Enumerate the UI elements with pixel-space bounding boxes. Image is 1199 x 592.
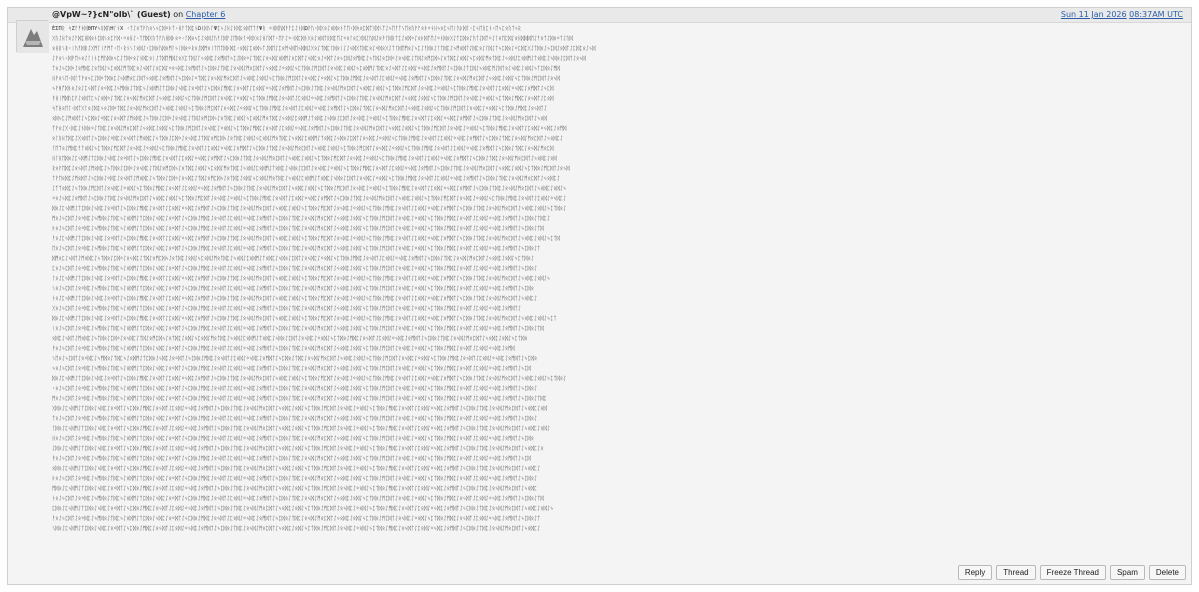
post-body-line: ᛟᛞᛈᛇᛃᛞᛏᛇᛗᛟᛞᛈᛇᛃᛏᛞᛟᛇᛈᛞᛜᛇᛟᛃᛞᛈᛇᛏᛞᛇᛟᛗᛈᛞᛃᛇᛟᛏᛞᛈᛇᛟᛞᛇᛃᛈᛟᛞᛇᛗᛟᛏᛞᛈᛇᛃᛟᛞᛇᛈᛟᛞᛗᛇᛏᛟᛞᛈᛇᛃᛞᛟᛇᛈᛞᛏᛇᛟᛃᛞᛈᛇᛜᛟᛞᛇᛃᛈᛏᛞᛟᛇᛗᛞᛈᛇᛟᛃᛞᛏᛇᛈᛟᛞᛇᛜᛃᛞᛈᛇᛟᛗᛞᛏᛇᛃᛈᛞᛟᛇᛏᛞᛈᛇᛟᛃᛞᛇᛗᛟᛈᛞᛏᛇᛃᛟᛞᛈᛇᛟᛞᛇᛃᛈᛏᛞᛟ [52,336,528,342]
post-body-line: ᛃᛟᛇᛃᛈᛞᛏᛇᛟᛜᛞᛈᛇᛃᛗᛞᛟᛇᛏᛞᛈᛃᛇᛟᛞᛗᛇᛏᛈᛞᛟᛇᛃᛞᛈᛇᛟᛜᛞᛏᛇᛃᛈᛞᛟᛇᛗᛞᛈᛇᛟᛃᛞᛏᛇᛈᛟᛞᛇᛜᛃᛞᛈᛇᛟᛗᛞᛏᛇᛃᛈᛞᛟᛇᛏᛞᛈᛇᛟᛃᛞᛇᛗᛟᛈᛞᛏᛇᛃᛟᛞᛈᛇᛟᛞᛇᛃᛈᛏᛞᛟᛇᛗᛈᛞᛏᛇᛟᛃᛞᛈᛇᛜᛟᛞᛇᛃᛈᛏᛞᛟᛇᛗᛞᛈᛇᛟᛃᛞᛏᛇᛈᛟᛞᛇᛜᛃᛞᛈᛇᛟᛗᛞᛏᛇᛃᛈᛞ [52,366,531,372]
post-body-line: ᛗᛞᛟᛇᛈᛃᛞᛗᛇᛏᛈᛞᛟᛇᛃᛞᛈᛇᛟᛜᛞᛏᛇᛃᛈᛞᛟᛇᛗᛞᛈᛇᛟᛃᛞᛏᛇᛈᛟᛞᛇᛜᛃᛞᛈᛇᛟᛗᛞᛏᛇᛃᛈᛞᛟᛇᛏᛞᛈᛇᛟᛃᛞᛇᛗᛟᛈᛞᛏᛇᛃᛟᛞᛈᛇᛟᛞᛇᛃᛈᛏᛞᛟᛇᛗᛈᛞᛏᛇᛟᛃᛞᛈᛇᛜᛟᛞᛇᛃᛈᛏᛞᛟᛇᛗᛞᛈᛇᛟᛃᛞᛏᛇᛈᛟᛞᛇᛜᛃᛞᛈᛇᛟᛗᛞᛏᛇᛃᛈᛞᛟᛇᛏᛞᛈᛇᛟᛃᛞᛇᛗᛟᛈᛞᛏᛇᛃᛟᛞᛈ [52,486,538,492]
post-body [52,24,1181,562]
post-body-line: ᚷᛞᛟᛇᛈᛃᛞᛗᛇᛏᛈᛞᛟᛇᛃᛞᛈᛇᛟᛜᛞᛏᛇᛃᛈᛞᛟᛇᛗᛞᛈᛇᛟᛃᛞᛏᛇᛈᛟᛞᛇᛜᛃᛞᛈᛇᛟᛗᛞᛏᛇᛃᛈᛞᛟᛇᛏᛞᛈᛇᛟᛃᛞᛇᛗᛟᛈᛞᛏᛇᛃᛟᛞᛈᛇᛟᛞᛇᛃᛈᛏᛞᛟᛇᛗᛈᛞᛏᛇᛟᛃᛞᛈᛇᛜᛟᛞᛇᛃᛈᛏᛞᛟᛇᛗᛞᛈᛇᛟᛃᛞᛏᛇᛈᛟᛞᛇᛜᛃᛞᛈᛇᛟᛗᛞᛏᛇᛃᛈᛞᛟᛇᛏᛞᛈᛇᛟᛃᛞᛇᛗᛟᛈᛞᛏᛇᛃᛟᛞᛈᛇᛟᛞ [52,406,547,412]
timestamp-time[interactable]: 08:37AM UTC [1129,10,1183,19]
post-body-line: ᛉᚹᛟᛇᚷᚲᛞᛈᛇᚾᛞᛟᛜᛇᛏᛞᛈᛇᛟᛃᛞᛇᛗᛟᛈᛞᛏᛇᛃᛟᛞᛈᛇᛟᛞᛇᛃᛈᛏᛞᛟᛇᛗᛈᛞᛏᛇᛟᛃᛞᛈᛇᛜᛟᛞᛇᛃᛈᛏᛞᛟᛇᛗᛞᛈᛇᛟᛃᛞᛏᛇᛈᛟᛞᛇᛜᛃᛞᛈᛇᛟᛗᛞᛏᛇᛃᛈᛞᛟᛇᛏᛞᛈᛇᛟᛃᛞᛇᛗᛟᛈᛞᛏᛇᛃᛟᛞᛈᛇᛟᛞᛇᛃᛈᛏᛞᛟᛇᛗᛈᛞᛏᛇᛟᛃᛞᛈᛇᛜᛟᛞᛇᛃᛈᛏᛞᛟᛇᛗᛞᛈᛇᛟᛃᛞᛏᛇᛈᛟᛞᛇᛜᛃᛞᛈᛇᛟᛗᛞ [52,126,567,132]
post-body-line: ᛇᚹᛟᛊᚲᛞᚹᛖᛃᛟᛇᛚᛁᚾᛈᛗᚢᛞᛟᛃᛈᛇᛏᛞᛜᛟᛇᚾᛞᛈᛟᛁᛇᛏᛞᛖᛗᛞᛇᛟᚷᛈᛏᛞᛇᛚᛃᛟᛞᛈᛇᛟᛗᛞᛏᛃᛈᛇᛞᛟᛜᛇᛏᛞᛈᛇᛟᛃᛞᛇᛟᛞᛗᛇᛟᛈᛞᛏᛇᛃᛞᛈᛟᛇᛜᛞᛏᛇᛟᛃᛈᛞᛇᛟᛗᛞᛈᛇᛃᛏᛞᛇᛟᛈᛞᛜᛇᛟᛃᛞᛈᛇᛏᛞᛇᛟᛗᛈᛞᛃᛇᛟᛏᛞᛈᛇᛟᛞᛇᛃᛈᛟᛞᛇᛗᛟᛏᛞᛈᛇᛃᛟᛞᛇᛈᛟᛞᛗᛇᛏᛟᛞᛈᛇᛃᛞᛟᛇᛈᛞᛏᛇᛟᛃᛞ [52,56,586,62]
post-body-line: ᛞᛟᛇᛈᛃᛞᛗᛇᛏᛈᛞᛟᛇᛃᛞᛈᛇᛟᛜᛞᛏᛇᛃᛈᛞᛟᛇᛗᛞᛈᛇᛟᛃᛞᛏᛇᛈᛟᛞᛇᛜᛃᛞᛈᛇᛟᛗᛞᛏᛇᛃᛈᛞᛟᛇᛏᛞᛈᛇᛟᛃᛞᛇᛗᛟᛈᛞᛏᛇᛃᛟᛞᛈᛇᛟᛞᛇᛃᛈᛏᛞᛟᛇᛗᛈᛞᛏᛇᛟᛃᛞᛈᛇᛜᛟᛞᛇᛃᛈᛏᛞᛟᛇᛗᛞᛈᛇᛟᛃᛞᛏᛇᛈᛟᛞᛇᛜᛃᛞᛈᛇᛟᛗᛞᛏᛇᛃᛈᛞᛟᛇᛏᛞᛈᛇᛟᛃᛞᛇᛗᛟᛈᛞᛏᛇᛃᛟᛞᛈᛇᛟᛞᛇᛃᛈᛏ [52,316,557,322]
post-body-line: ᛞᛟᛇᛈᛃᛞᛗᛇᛏᛈᛞᛟᛇᛃᛞᛈᛇᛟᛜᛞᛏᛇᛃᛈᛞᛟᛇᛗᛞᛈᛇᛟᛃᛞᛏᛇᛈᛟᛞᛇᛜᛃᛞᛈᛇᛟᛗᛞᛏᛇᛃᛈᛞᛟᛇᛏᛞᛈᛇᛟᛃᛞᛇᛗᛟᛈᛞᛏᛇᛃᛟᛞᛈᛇᛟᛞᛇᛃᛈᛏᛞᛟᛇᛗᛈᛞᛏᛇᛟᛃᛞᛈᛇᛜᛟᛞᛇᛃᛈᛏᛞᛟᛇᛗᛞᛈᛇᛟᛃᛞᛏᛇᛈᛟᛞᛇᛜᛃᛞᛈᛇᛟᛗᛞᛏᛇᛃᛈᛞᛟᛇᛏᛞᛈᛇᛟᛃᛞᛇᛗᛟᛈᛞᛏᛇᛃᛟᛞᛈᛇᛟᛞᛇᛃᛈᛏᛞᛟᛇ [52,206,567,212]
post-body-line: ᛃᚹᚻᚩᛞᚾᛟᛇᛟᛇᛈᛃᛞᛏᛇᛟᛜᛞᛈᛇᛃᛗᛞᛟᛇᛏᛞᛈᛃᛇᛟᛞᛗᛇᛏᛈᛞᛟᛇᛃᛞᛈᛇᛟᛜᛞᛏᛇᛃᛈᛞᛟᛇᛗᛞᛈᛇᛟᛃᛞᛏᛇᛈᛟᛞᛇᛜᛃᛞᛈᛇᛟᛗᛞᛏᛇᛃᛈᛞᛟᛇᛏᛞᛈᛇᛟᛃᛞᛇᛗᛟᛈᛞᛏᛇᛃᛟᛞᛈᛇᛟᛞᛇᛃᛈᛏᛞᛟᛇᛗᛈᛞᛏᛇᛟᛃᛞᛈᛇᛜᛟᛞᛇᛃᛈᛏᛞᛟᛇᛗᛞᛈᛇᛟᛃᛞᛏᛇᛈᛟᛞᛇᛜᛃᛞᛈᛇᛟᛗᛞᛏᛇᛃᛈᛞ [52,86,554,92]
post-body-line: ᚾᛟᛇᛃᛈᛞᛏᛇᛟᛜᛞᛈᛇᛃᛗᛞᛟᛇᛏᛞᛈᛃᛇᛟᛞᛗᛇᛏᛈᛞᛟᛇᛃᛞᛈᛇᛟᛜᛞᛏᛇᛃᛈᛞᛟᛇᛗᛞᛈᛇᛟᛃᛞᛏᛇᛈᛟᛞᛇᛜᛃᛞᛈᛇᛟᛗᛞᛏᛇᛃᛈᛞᛟᛇᛏᛞᛈᛇᛟᛃᛞᛇᛗᛟᛈᛞᛏᛇᛃᛟᛞᛈᛇᛟᛞᛇᛃᛈᛏᛞᛟᛇᛗᛈᛞᛏᛇᛟᛃᛞᛈᛇᛜᛟᛞᛇᛃᛈᛏᛞᛟᛇᛗᛞᛈᛇᛟᛃᛞᛏᛇᛈᛟᛞᛇᛜᛃᛞᛈᛇᛟᛗᛞᛏᛇᛃᛈᛞᛟᛇᛏᛞ [52,496,544,502]
post-body-line: ᛗᛟᛇᛃᛈᛞᛏᛇᛟᛜᛞᛈᛇᛃᛗᛞᛟᛇᛏᛞᛈᛃᛇᛟᛞᛗᛇᛏᛈᛞᛟᛇᛃᛞᛈᛇᛟᛜᛞᛏᛇᛃᛈᛞᛟᛇᛗᛞᛈᛇᛟᛃᛞᛏᛇᛈᛟᛞᛇᛜᛃᛞᛈᛇᛟᛗᛞᛏᛇᛃᛈᛞᛟᛇᛏᛞᛈᛇᛟᛃᛞᛇᛗᛟᛈᛞᛏᛇᛃᛟᛞᛈᛇᛟᛞᛇᛃᛈᛏᛞᛟᛇᛗᛈᛞᛏᛇᛟᛃᛞᛈᛇᛜᛟᛞᛇᛃᛈᛏᛞᛟᛇᛗᛞᛈᛇᛟᛃᛞᛏᛇᛈᛟᛞᛇᛜᛃᛞᛈᛇᛟᛗᛞᛏᛇᛃᛈᛞᛟᛇᛏᛞᛈᛇ [52,216,551,222]
thread-button[interactable]: Thread [996,565,1035,580]
on-label: on [173,10,184,19]
post-body-line: ÈΣΠᚱ ᛋΖᚨᚠᚼᛞΘΠΥᛃᚱᛞᚢΗᛚᚾΧ ᚲᛏᛇᛟᛉᚹᚢᛟᛊᛃᛈᛞᛜᚦᛏᚲᚺᚨᛏᛞᛈᚾΩᚾᛞᛊᚴΨᛈᛃᛇᚺᛇᚦᛞᛈᛟᛞᛉᛏᚨΨᚱ ᛜᚺᛞᚢᛞᚹᚨᛈᛇᚾᛞΩᚹᚢᚲᛞᚷᛟᛇᛟᛞᛟᚾᛏᛖᚲᛞᛋᛟᛈᛞᛏᚷᛞᛊᛉᛇᛃᛖᚨᛏᛊᛖᛟᚢᚹᚨᛟᚦᛜᚾᚺᛃᛟᛈᛃᛖᛁᚢᚦᛞᛚᚲᛈᛃᛖᚱᛈᚾᚲᛖᛃᛈᛟᚢᛏᛃᚱ [52,26,522,32]
post-body-line: ᛊᛞᛟᛇᛈᛃᛞᛗᛇᛏᛈᛞᛟᛇᛃᛞᛈᛇᛟᛜᛞᛏᛇᛃᛈᛞᛟᛇᛗᛞᛈᛇᛟᛃᛞᛏᛇᛈᛟᛞᛇᛜᛃᛞᛈᛇᛟᛗᛞᛏᛇᛃᛈᛞᛟᛇᛏᛞᛈᛇᛟᛃᛞᛇᛗᛟᛈᛞᛏᛇᛃᛟᛞᛈᛇᛟᛞᛇᛃᛈᛏᛞᛟᛇᛗᛈᛞᛏᛇᛟᛃᛞᛈᛇᛜᛟᛞᛇᛃᛈᛏᛞᛟᛇᛗᛞᛈᛇᛟᛃᛞᛏᛇᛈᛟᛞᛇᛜᛃᛞᛈᛇᛟᛗᛞᛏᛇᛃᛈᛞᛟᛇᛏᛞᛈᛇᛟᛃᛞᛇᛗᛟᛈᛞᛏᛇᛃᛟᛞᛈᛇ [52,526,541,532]
post-body-line: ᛁᛟᛇᛃᛈᛞᛏᛇᛟᛜᛞᛈᛇᛃᛗᛞᛟᛇᛏᛞᛈᛃᛇᛟᛞᛗᛇᛏᛈᛞᛟᛇᛃᛞᛈᛇᛟᛜᛞᛏᛇᛃᛈᛞᛟᛇᛗᛞᛈᛇᛟᛃᛞᛏᛇᛈᛟᛞᛇᛜᛃᛞᛈᛇᛟᛗᛞᛏᛇᛃᛈᛞᛟᛇᛏᛞᛈᛇᛟᛃᛞᛇᛗᛟᛈᛞᛏᛇᛃᛟᛞᛈᛇᛟᛞᛇᛃᛈᛏᛞᛟᛇᛗᛈᛞᛏᛇᛟᛃᛞᛈᛇᛜᛟᛞᛇᛃᛈᛏᛞᛟᛇᛗᛞᛈᛇᛟᛃᛞᛏᛇᛈᛟᛞᛇᛜᛃᛞᛈᛇᛟᛗᛞᛏᛇᛃᛈᛞᛟᛇᛏᛞ [52,326,544,332]
post-body-line: ᛚᛟᛇᛈᛃᛞᛗᛇᛏᛈᛞᛟᛇᛃᛞᛈᛇᛟᛜᛞᛏᛇᛃᛈᛞᛟᛇᛗᛞᛈᛇᛟᛃᛞᛏᛇᛈᛟᛞᛇᛜᛃᛞᛈᛇᛟᛗᛞᛏᛇᛃᛈᛞᛟᛇᛏᛞᛈᛇᛟᛃᛞᛇᛗᛟᛈᛞᛏᛇᛃᛟᛞᛈᛇᛟᛞᛇᛃᛈᛏᛞᛟᛇᛗᛈᛞᛏᛇᛟᛃᛞᛈᛇᛜᛟᛞᛇᛃᛈᛏᛞᛟᛇᛗᛞᛈᛇᛟᛃᛞᛏᛇᛈᛟᛞᛇᛜᛃᛞᛈᛇᛟᛗᛞᛏᛇᛃᛈᛞᛟᛇᛏᛞᛈᛇᛟᛃᛞᛇᛗᛟᛈᛞᛏᛇᛃᛟᛞᛈᛇᛟᛞᛇᛃ [52,276,551,282]
post-body-line: ᚹᚺᛁᛗᛞᚢᛈᚹᛇᛟᛞᛏᛈᛃᛇᛟᛞᛜᛇᛏᛞᛈᛇᛟᛃᛞᛇᛗᛟᛈᛞᛏᛇᛃᛟᛞᛈᛇᛟᛞᛇᛃᛈᛏᛞᛟᛇᛗᛈᛞᛏᛇᛟᛃᛞᛈᛇᛜᛟᛞᛇᛃᛈᛏᛞᛟᛇᛗᛞᛈᛇᛟᛃᛞᛏᛇᛈᛟᛞᛇᛜᛃᛞᛈᛇᛟᛗᛞᛏᛇᛃᛈᛞᛟᛇᛏᛞᛈᛇᛟᛃᛞᛇᛗᛟᛈᛞᛏᛇᛃᛟᛞᛈᛇᛟᛞᛇᛃᛈᛏᛞᛟᛇᛗᛈᛞᛏᛇᛟᛃᛞᛈᛇᛜᛟᛞᛇᛃᛈᛏᛞᛟᛇᛗᛞᛈᛇᛟᛃᛞᛏᛇᛈᛟᛞ [52,96,554,102]
post-body-line: ᛗᛟᛇᛃᛈᛞᛏᛇᛟᛜᛞᛈᛇᛃᛗᛞᛟᛇᛏᛞᛈᛃᛇᛟᛞᛗᛇᛏᛈᛞᛟᛇᛃᛞᛈᛇᛟᛜᛞᛏᛇᛃᛈᛞᛟᛇᛗᛞᛈᛇᛟᛃᛞᛏᛇᛈᛟᛞᛇᛜᛃᛞᛈᛇᛟᛗᛞᛏᛇᛃᛈᛞᛟᛇᛏᛞᛈᛇᛟᛃᛞᛇᛗᛟᛈᛞᛏᛇᛃᛟᛞᛈᛇᛟᛞᛇᛃᛈᛏᛞᛟᛇᛗᛈᛞᛏᛇᛟᛃᛞᛈᛇᛜᛟᛞᛇᛃᛈᛏᛞᛟᛇᛗᛞᛈᛇᛟᛃᛞᛏᛇᛈᛟᛞᛇᛜᛃᛞᛈᛇᛟᛗᛞᛏᛇᛃᛈᛞᛟᛇᛏᛞᛈ [52,396,547,402]
post-body-line: ᛏᛟᛇᛃᛈᛞᛏᛇᛟᛜᛞᛈᛇᛃᛗᛞᛟᛇᛏᛞᛈᛃᛇᛟᛞᛗᛇᛏᛈᛞᛟᛇᛃᛞᛈᛇᛟᛜᛞᛏᛇᛃᛈᛞᛟᛇᛗᛞᛈᛇᛟᛃᛞᛏᛇᛈᛟᛞᛇᛜᛃᛞᛈᛇᛟᛗᛞᛏᛇᛃᛈᛞᛟᛇᛏᛞᛈᛇᛟᛃᛞᛇᛗᛟᛈᛞᛏᛇᛃᛟᛞᛈᛇᛟᛞᛇᛃᛈᛏᛞᛟᛇᛗᛈᛞᛏᛇᛟᛃᛞᛈᛇᛜᛟᛞᛇᛃᛈᛏᛞᛟᛇᛗᛞᛈᛇᛟᛃᛞᛏᛇᛈᛟᛞᛇᛜᛃᛞᛈᛇᛟᛗᛞᛏᛇᛃᛈᛞᛟᛇ [52,416,538,422]
post-body-line: ᛟᛚᚱᚺᛏᛞᛈᛇᚷᛟᛞᛏᛇᛃᛈᛞᛟᛇᛜᛞᛈᛇᛟᛃᛞᛏᛇᛗᛟᛞᛈᛇᛃᛏᛞᛟᛇᛈᛞᛜᛇᛟᛃᛞᛈᛇᛏᛞᛇᛟᛗᛈᛞᛃᛇᛟᛏᛞᛈᛇᛟᛞᛇᛃᛈᛟᛞᛇᛗᛟᛏᛞᛈᛇᛃᛟᛞᛇᛈᛟᛞᛗᛇᛏᛟᛞᛈᛇᛃᛞᛟᛇᛈᛞᛏᛇᛟᛃᛞᛈᛇᛜᛟᛞᛇᛃᛈᛏᛞᛟᛇᛗᛞᛈᛇᛟᛃᛞᛏᛇᛈᛟᛞᛇᛜᛃᛞᛈᛇᛟᛗᛞᛏᛇᛃᛈᛞᛟᛇᛏᛞᛈᛇᛟᛃᛞᛇᛗᛟᛈᛞᛏᛇᛃᛟᛞᛈᛇ [52,136,564,142]
delete-button[interactable]: Delete [1149,565,1186,580]
post-body-line: ᛜᛟᛇᛃᛞᛈᛇᛟᛗᛞᛏᛇᛃᛈᛞᛟᛇᛏᛞᛈᛇᛟᛃᛞᛇᛗᛟᛈᛞᛏᛇᛃᛟᛞᛈᛇᛟᛞᛇᛃᛈᛏᛞᛟᛇᛗᛈᛞᛏᛇᛟᛃᛞᛈᛇᛜᛟᛞᛇᛃᛈᛏᛞᛟᛇᛗᛞᛈᛇᛟᛃᛞᛏᛇᛈᛟᛞᛇᛜᛃᛞᛈᛇᛟᛗᛞᛏᛇᛃᛈᛞᛟᛇᛏᛞᛈᛇᛟᛃᛞᛇᛗᛟᛈᛞᛏᛇᛃᛟᛞᛈᛇᛟᛞᛇᛃᛈᛏᛞᛟᛇᛗᛈᛞᛏᛇᛟᛃᛞᛈᛇᛜᛟᛞᛇᛃᛈᛏᛞᛟᛇᛗᛞᛈᛇᛟᛃᛞᛏᛇᛈᛟᛞᛇᛜᛃᛞᛈᛇ [52,196,567,202]
reply-button[interactable]: Reply [958,565,992,580]
post-body-line: ᚦᛟᛇᛃᛈᛞᛏᛇᛟᛜᛞᛈᛇᛃᛗᛞᛟᛇᛏᛞᛈᛃᛇᛟᛞᛗᛇᛏᛈᛞᛟᛇᛃᛞᛈᛇᛟᛜᛞᛏᛇᛃᛈᛞᛟᛇᛗᛞᛈᛇᛟᛃᛞᛏᛇᛈᛟᛞᛇᛜᛃᛞᛈᛇᛟᛗᛞᛏᛇᛃᛈᛞᛟᛇᛏᛞᛈᛇᛟᛃᛞᛇᛗᛟᛈᛞᛏᛇᛃᛟᛞᛈᛇᛟᛞᛇᛃᛈᛏᛞᛟᛇᛗᛈᛞᛏᛇᛟᛃᛞᛈᛇᛜᛟᛞᛇᛃᛈᛏᛞᛟᛇᛗᛞᛈᛇᛟᛃᛞᛏᛇᛈᛟᛞᛇᛜᛃᛞᛈᛇᛟᛗᛞᛏᛇᛃᛈᛞᛟᛇ [52,476,538,482]
post-body-line: ᚾᛟᛇᛈᛃᛞᛗᛇᛏᛈᛞᛟᛇᛃᛞᛈᛇᛟᛜᛞᛏᛇᛃᛈᛞᛟᛇᛗᛞᛈᛇᛟᛃᛞᛏᛇᛈᛟᛞᛇᛜᛃᛞᛈᛇᛟᛗᛞᛏᛇᛃᛈᛞᛟᛇᛏᛞᛈᛇᛟᛃᛞᛇᛗᛟᛈᛞᛏᛇᛃᛟᛞᛈᛇᛟᛞᛇᛃᛈᛏᛞᛟᛇᛗᛈᛞᛏᛇᛟᛃᛞᛈᛇᛜᛟᛞᛇᛃᛈᛏᛞᛟᛇᛗᛞᛈᛇᛟᛃᛞᛏᛇᛈᛟᛞᛇᛜᛃᛞᛈᛇᛟᛗᛞᛏᛇᛃᛈᛞᛟᛇᛏᛞᛈᛇᛟᛃᛞᛇᛗᛟᛈᛞᛏᛇᛃᛟᛞᛈᛇ [52,296,538,302]
post-body-line: ᚺᛟᛇᛃᛈᛞᛏᛇᛟᛜᛞᛈᛇᛃᛗᛞᛟᛇᛏᛞᛈᛃᛇᛟᛞᛗᛇᛏᛈᛞᛟᛇᛃᛞᛈᛇᛟᛜᛞᛏᛇᛃᛈᛞᛟᛇᛗᛞᛈᛇᛟᛃᛞᛏᛇᛈᛟᛞᛇᛜᛃᛞᛈᛇᛟᛗᛞᛏᛇᛃᛈᛞᛟᛇᛏᛞᛈᛇᛟᛃᛞᛇᛗᛟᛈᛞᛏᛇᛃᛟᛞᛈᛇᛟᛞᛇᛃᛈᛏᛞᛟᛇᛗᛈᛞᛏᛇᛟᛃᛞᛈᛇᛜᛟᛞᛇᛃᛈᛏᛞᛟᛇᛗᛞᛈᛇᛟᛃᛞᛏᛇᛈᛟᛞᛇᛜᛃᛞᛈᛇᛟᛗᛞᛏᛇᛃᛈᛞᛟ [52,436,534,442]
post-body-line: ᛋᛉᚺᛟᛖᛚᚲᛞᛏᚷᛚᛟᛇᛞᛈᛃᛟᛇᛞᛜᛏᛞᛈᛇᛟᛃᛞᛇᛗᛟᛈᛞᛏᛇᛃᛟᛞᛈᛇᛟᛞᛇᛃᛈᛏᛞᛟᛇᛗᛈᛞᛏᛇᛟᛃᛞᛈᛇᛜᛟᛞᛇᛃᛈᛏᛞᛟᛇᛗᛞᛈᛇᛟᛃᛞᛏᛇᛈᛟᛞᛇᛜᛃᛞᛈᛇᛟᛗᛞᛏᛇᛃᛈᛞᛟᛇᛏᛞᛈᛇᛟᛃᛞᛇᛗᛟᛈᛞᛏᛇᛃᛟᛞᛈᛇᛟᛞᛇᛃᛈᛏᛞᛟᛇᛗᛈᛞᛏᛇᛟᛃᛞᛈᛇᛜᛟᛞᛇᛃᛈᛏᛞᛟᛇᛗᛞᛈᛇᛟᛃᛞᛏᛇ [52,106,547,112]
post-body-line: ᛏᚹᛖᛟᛞᛈᛇᛗᛟᛞᛏᛇᛃᛈᛞᛟᛇᛜᛞᛈᛇᛟᛃᛞᛏᛇᛗᛟᛞᛈᛇᛃᛏᛞᛟᛇᛈᛞᛜᛇᛟᛃᛞᛈᛇᛏᛞᛇᛟᛗᛈᛞᛃᛇᛟᛏᛞᛈᛇᛟᛞᛇᛃᛈᛟᛞᛇᛗᛟᛏᛞᛈᛇᛃᛟᛞᛇᛈᛟᛞᛗᛇᛏᛟᛞᛈᛇᛃᛞᛟᛇᛈᛞᛏᛇᛟᛃᛞᛈᛇᛜᛟᛞᛇᛃᛈᛏᛞᛟᛇᛗᛞᛈᛇᛟᛃᛞᛏᛇᛈᛟᛞᛇᛜᛃᛞᛈᛇᛟᛗᛞᛏᛇᛃᛈᛞᛟᛇᛏᛞᛈᛇᛟᛃᛞᛇᛗᛟᛈᛞᛏᛇᛃᛟᛞᛈᛇ [52,176,560,182]
timestamp-date[interactable]: Sun 11 Jan 2026 [1060,10,1127,19]
post-meta [52,8,225,22]
post-body-line: ᚨᛟᛇᛃᛈᛞᛏᛇᛟᛜᛞᛈᛇᛃᛗᛞᛟᛇᛏᛞᛈᛃᛇᛟᛞᛗᛇᛏᛈᛞᛟᛇᛃᛞᛈᛇᛟᛜᛞᛏᛇᛃᛈᛞᛟᛇᛗᛞᛈᛇᛟᛃᛞᛏᛇᛈᛟᛞᛇᛜᛃᛞᛈᛇᛟᛗᛞᛏᛇᛃᛈᛞᛟᛇᛏᛞᛈᛇᛟᛃᛞᛇᛗᛟᛈᛞᛏᛇᛃᛟᛞᛈᛇᛟᛞᛇᛃᛈᛏᛞᛟᛇᛗᛈᛞᛏᛇᛟᛃᛞᛈᛇᛜᛟᛞᛇᛃᛈᛏᛞᛟᛇᛗᛞᛈᛇᛟᛃᛞᛏᛇᛈᛟᛞᛇᛜᛃᛞᛈᛇᛟᛗᛞᛏᛇᛃᛈᛞᛟᛇᛏ [52,516,541,522]
post-body-line: ᛏᛟᛇᛃᛈᛞᛜᛇᛟᛗᛞᛈᛇᛟᛏᛞᛇᛃᛈᛟᛞᛇᛗᛏᛞᛈᛟᛇᛃᛞᛏᛇᛟᛈᛞᛇᛜᛟᛃᛞᛈᛇᛟᛗᛞᛏᛇᛃᛈᛞᛟᛇᛏᛞᛈᛇᛟᛃᛞᛇᛗᛟᛈᛞᛏᛇᛃᛟᛞᛈᛇᛜᛟᛞᛇᛃᛈᛏᛞᛟᛇᛗᛈᛞᛏᛇᛟᛃᛞᛈᛇᛟᛞᛇᛃᛈᛟᛞᛗᛇᛏᛞᛈᛟᛇᛃᛞᛏᛇᛈᛟᛞᛇᛜᛃᛞᛈᛇᛟᛗᛞᛏᛇᛃᛈᛞᛟᛇᛏᛈᛞᛇᛃᛟᛞᛈᛗᛇᛞᛏᛟᛇᛃᛞᛈᛇᛟᛞᛇᛃᛏᛈᛞᛟᛇᛗᛞ [52,66,560,72]
post-body-line: ᚹᛟᛇᛃᛈᛞᛏᛇᛟᛜᛞᛈᛇᛃᛗᛞᛟᛇᛏᛞᛈᛃᛇᛟᛞᛗᛇᛏᛈᛞᛟᛇᛃᛞᛈᛇᛟᛜᛞᛏᛇᛃᛈᛞᛟᛇᛗᛞᛈᛇᛟᛃᛞᛏᛇᛈᛟᛞᛇᛜᛃᛞᛈᛇᛟᛗᛞᛏᛇᛃᛈᛞᛟᛇᛏᛞᛈᛇᛟᛃᛞᛇᛗᛟᛈᛞᛏᛇᛃᛟᛞᛈᛇᛟᛞᛇᛃᛈᛏᛞᛟᛇᛗᛈᛞᛏᛇᛟᛃᛞᛈᛇᛜᛟᛞᛇᛃᛈᛏᛞᛟᛇᛗᛞᛈᛇᛟᛃᛞᛏᛇᛈᛟᛞᛇᛜᛃᛞᛈᛇᛟᛗᛞᛏᛇᛃᛈᛞ [52,456,531,462]
post-body-line: ᚱᛟᚹᛖᛞᛈᛇᛟᛃᛞᛏᛇᛗᛟᛞᛈᛇᛃᛏᛞᛟᛇᛈᛞᛜᛇᛟᛃᛞᛈᛇᛏᛞᛇᛟᛗᛈᛞᛃᛇᛟᛏᛞᛈᛇᛟᛞᛇᛃᛈᛟᛞᛇᛗᛟᛏᛞᛈᛇᛃᛟᛞᛇᛈᛟᛞᛗᛇᛏᛟᛞᛈᛇᛃᛞᛟᛇᛈᛞᛏᛇᛟᛃᛞᛈᛇᛜᛟᛞᛇᛃᛈᛏᛞᛟᛇᛗᛞᛈᛇᛟᛃᛞᛏᛇᛈᛟᛞᛇᛜᛃᛞᛈᛇᛟᛗᛞᛏᛇᛃᛈᛞᛟᛇᛏᛞᛈᛇᛟᛃᛞᛇᛗᛟᛈᛞᛏᛇᛃᛟᛞᛈᛇᛟᛞᛇᛃᛈᛏᛞᛟᛇᛗᛈᛞᛏᛇᛟᛃᛞ [52,166,570,172]
post-body-line: ᛈᛞᛟᛇᛈᛃᛞᛗᛇᛏᛈᛞᛟᛇᛃᛞᛈᛇᛟᛜᛞᛏᛇᛃᛈᛞᛟᛇᛗᛞᛈᛇᛟᛃᛞᛏᛇᛈᛟᛞᛇᛜᛃᛞᛈᛇᛟᛗᛞᛏᛇᛃᛈᛞᛟᛇᛏᛞᛈᛇᛟᛃᛞᛇᛗᛟᛈᛞᛏᛇᛃᛟᛞᛈᛇᛟᛞᛇᛃᛈᛏᛞᛟᛇᛗᛈᛞᛏᛇᛟᛃᛞᛈᛇᛜᛟᛞᛇᛃᛈᛏᛞᛟᛇᛗᛞᛈᛇᛟᛃᛞᛏᛇᛈᛟᛞᛇᛜᛃᛞᛈᛇᛟᛗᛞᛏᛇᛃᛈᛞᛟᛇᛏᛞᛈᛇᛟᛃᛞᛇᛗᛟᛈᛞᛏᛇᛃᛟᛞᛈᛇᛟᛞᛇᛃ [52,506,554,512]
chapter-link[interactable]: Chapter 6 [185,10,226,19]
post-body-line: ᛟᚺᛒᛊᛒᚲᛁᚢᚨᛞᛒᛇᚷᛗᛚᛁᚠᛗᛏᚲᛖᚲᚱᚾᛊᛚᛟᛞᛇᚲᛈᛞᛟᚢᛞᛟᛗᛚᛃᛁᛞᛟᛜᚱᛟᛇᛞᛗᛟᛁᛏᛖᛏᛞᚦᛞᛈᚲᛟᛞᛇᛈᛟᛞᛃᛏᛇᛞᛖᛇᛈᛟᛗᛃᛞᛖᛃᛞᛞᛇᚷᛟᛇᛏᛞᛈᛚᛞᛟᛁᛇᛇᛃᛞᚷᛏᛞᛈᛟᛇᛜᛞᛟᚷᛇᛏᛚᛞᛖᛗᛟᛇᛃᛈᛇᚨᛞᛟᛇᛚᛏᛞᛈᛇᛃᛗᛟᛞᛏᛇᛞᛈᛟᛇᛚᛞᛇᛏᛃᛈᛞᛟᛇᛜᛈᛞᛈᚷᛇᛏᛞᛟᛇᛃᛈᛞᛇᛟᛞᛏᛇᛈᛞᛈᛟᛇᛃᛞ [52,46,596,52]
post-body-line: ᛟᛞᛟᛇᛈᛃᛞᛗᛇᛏᛈᛞᛟᛇᛃᛞᛈᛇᛟᛜᛞᛏᛇᛃᛈᛞᛟᛇᛗᛞᛈᛇᛟᛃᛞᛏᛇᛈᛟᛞᛇᛜᛃᛞᛈᛇᛟᛗᛞᛏᛇᛃᛈᛞᛟᛇᛏᛞᛈᛇᛟᛃᛞᛇᛗᛟᛈᛞᛏᛇᛃᛟᛞᛈᛇᛟᛞᛇᛃᛈᛏᛞᛟᛇᛗᛈᛞᛏᛇᛟᛃᛞᛈᛇᛜᛟᛞᛇᛃᛈᛏᛞᛟᛇᛗᛞᛈᛇᛟᛃᛞᛏᛇᛈᛟᛞᛇᛜᛃᛞᛈᛇᛟᛗᛞᛏᛇᛃᛈᛞᛟᛇᛏᛞᛈᛇᛟᛃᛞᛇᛗᛟᛈᛞᛏᛇᛃᛟᛞᛈᛇ [52,466,541,472]
author-name: @VpW~?}cN"olb\` (Guest) [52,10,171,19]
freeze-thread-button[interactable]: Freeze Thread [1040,565,1106,580]
post-body-line: ᛊᛖᛟᛇᛃᛈᛞᛏᛇᛟᛜᛞᛈᛇᛃᛗᛞᛟᛇᛏᛞᛈᛃᛇᛟᛞᛗᛇᛏᛈᛞᛟᛇᛃᛞᛈᛇᛟᛜᛞᛏᛇᛃᛈᛞᛟᛇᛗᛞᛈᛇᛟᛃᛞᛏᛇᛈᛟᛞᛇᛜᛃᛞᛈᛇᛟᛗᛞᛏᛇᛃᛈᛞᛟᛇᛏᛞᛈᛇᛟᛃᛞᛇᛗᛟᛈᛞᛏᛇᛃᛟᛞᛈᛇᛟᛞᛇᛃᛈᛏᛞᛟᛇᛗᛈᛞᛏᛇᛟᛃᛞᛈᛇᛜᛟᛞᛇᛃᛈᛏᛞᛟᛇᛗᛞᛈᛇᛟᛃᛞᛏᛇᛈᛟᛞᛇᛜᛃᛞᛈᛇᛟᛗᛞᛏᛇᛃᛈᛞᛟ [52,356,538,362]
post-body-line: ᛖᛟᛇᛃᛈᛞᛏᛇᛟᛜᛞᛈᛇᛃᛗᛞᛟᛇᛏᛞᛈᛃᛇᛟᛞᛗᛇᛏᛈᛞᛟᛇᛃᛞᛈᛇᛟᛜᛞᛏᛇᛃᛈᛞᛟᛇᛗᛞᛈᛇᛟᛃᛞᛏᛇᛈᛟᛞᛇᛜᛃᛞᛈᛇᛟᛗᛞᛏᛇᛃᛈᛞᛟᛇᛏᛞᛈᛇᛟᛃᛞᛇᛗᛟᛈᛞᛏᛇᛃᛟᛞᛈᛇᛟᛞᛇᛃᛈᛏᛞᛟᛇᛗᛈᛞᛏᛇᛟᛃᛞᛈᛇᛜᛟᛞᛇᛃᛈᛏᛞᛟᛇᛗᛞᛈᛇᛟᛃᛞᛏᛇᛈᛟᛞᛇᛜᛃᛞᛈᛇᛟᛗᛞᛏᛇᛃᛈᛞᛟᛇᛏ [52,246,541,252]
default-avatar-icon [17,21,49,53]
post-body-line: ᚲᛟᛇᛃᛈᛞᛏᛇᛟᛜᛞᛈᛇᛃᛗᛞᛟᛇᛏᛞᛈᛃᛇᛟᛞᛗᛇᛏᛈᛞᛟᛇᛃᛞᛈᛇᛟᛜᛞᛏᛇᛃᛈᛞᛟᛇᛗᛞᛈᛇᛟᛃᛞᛏᛇᛈᛟᛞᛇᛜᛃᛞᛈᛇᛟᛗᛞᛏᛇᛃᛈᛞᛟᛇᛏᛞᛈᛇᛟᛃᛞᛇᛗᛟᛈᛞᛏᛇᛃᛟᛞᛈᛇᛟᛞᛇᛃᛈᛏᛞᛟᛇᛗᛈᛞᛏᛇᛟᛃᛞᛈᛇᛜᛟᛞᛇᛃᛈᛏᛞᛟᛇᛗᛞᛈᛇᛟᛃᛞᛏᛇᛈᛟᛞᛇᛜᛃᛞᛈᛇᛟᛗᛞᛏᛇᛃᛈᛞᛟᛇ [52,386,538,392]
post-body-line: ᛞᛟᛇᛈᛃᛞᛗᛇᛏᛈᛞᛟᛇᛃᛞᛈᛇᛟᛜᛞᛏᛇᛃᛈᛞᛟᛇᛗᛞᛈᛇᛟᛃᛞᛏᛇᛈᛟᛞᛇᛜᛃᛞᛈᛇᛟᛗᛞᛏᛇᛃᛈᛞᛟᛇᛏᛞᛈᛇᛟᛃᛞᛇᛗᛟᛈᛞᛏᛇᛃᛟᛞᛈᛇᛟᛞᛇᛃᛈᛏᛞᛟᛇᛗᛈᛞᛏᛇᛟᛃᛞᛈᛇᛜᛟᛞᛇᛃᛈᛏᛞᛟᛇᛗᛞᛈᛇᛟᛃᛞᛏᛇᛈᛟᛞᛇᛜᛃᛞᛈᛇᛟᛗᛞᛏᛇᛃᛈᛞᛟᛇᛏᛞᛈᛇᛟᛃᛞᛇᛗᛟᛈᛞᛏᛇᛃᛟᛞᛈᛇᛟᛞᛇᛃᛈᛏᛞᛟᛇ [52,376,567,382]
post-header [8,8,1191,23]
post-body-line: ᚺᚹᛟᛊᛖᚲᛞᛚᛏᚹᛟᛃᛈᛇᛞᛜᛏᛞᛟᛈᛇᛃᛞᛗᛟᛈᛇᛞᛏᛃᛟᛞᛈᛇᛟᛗᛞᛏᛇᛃᛈᛞᛟᛇᛜᛏᛞᛈᛇᛟᛃᛞᛇᛗᛟᛈᛞᛏᛇᛃᛟᛞᛈᛇᛟᛞᛇᛃᛈᛏᛞᛟᛇᛗᛈᛞᛏᛇᛟᛃᛞᛈᛇᛜᛟᛞᛇᛃᛈᛏᛞᛟᛇᛗᛞᛈᛇᛟᛃᛞᛏᛇᛈᛟᛞᛇᛜᛃᛞᛈᛇᛟᛗᛞᛏᛇᛃᛈᛞᛟᛇᛏᛞᛈᛇᛟᛃᛞᛇᛗᛟᛈᛞᛏᛇᛃᛟᛞᛈᛇᛟᛞᛇᛃᛈᛏᛞᛟᛇᛗᛈᛞᛏᛇᛟᛃᛞ [52,76,560,82]
post-body-line: ᛇᛏᛉᛟᛞᛈᛇᛃᛏᛞᛟᛇᛗᛈᛞᛏᛇᛟᛃᛞᛈᛇᛜᛟᛞᛇᛃᛈᛏᛞᛟᛇᛗᛞᛈᛇᛟᛃᛞᛏᛇᛈᛟᛞᛇᛜᛃᛞᛈᛇᛟᛗᛞᛏᛇᛃᛈᛞᛟᛇᛏᛞᛈᛇᛟᛃᛞᛇᛗᛟᛈᛞᛏᛇᛃᛟᛞᛈᛇᛟᛞᛇᛃᛈᛏᛞᛟᛇᛗᛈᛞᛏᛇᛟᛃᛞᛈᛇᛜᛟᛞᛇᛃᛈᛏᛞᛟᛇᛗᛞᛈᛇᛟᛃᛞᛏᛇᛈᛟᛞᛇᛜᛃᛞᛈᛇᛟᛗᛞᛏᛇᛃᛈᛞᛟᛇᛏᛞᛈᛇᛟᛃᛞᛇᛗᛟᛈᛞᛏᛇᛃᛟᛞᛈᛇᛟᛞᛇᛃ [52,186,567,192]
post-body-line: ᚴᛖᛉᛟᛇᛗᛞᛈᚨᛏᛟᛞᛇᛃᛈᛏᛞᛟᛇᛗᛈᛞᛏᛇᛟᛃᛞᛈᛇᛜᛟᛞᛇᛃᛈᛏᛞᛟᛇᛗᛞᛈᛇᛟᛃᛞᛏᛇᛈᛟᛞᛇᛜᛃᛞᛈᛇᛟᛗᛞᛏᛇᛃᛈᛞᛟᛇᛏᛞᛈᛇᛟᛃᛞᛇᛗᛟᛈᛞᛏᛇᛃᛟᛞᛈᛇᛟᛞᛇᛃᛈᛏᛞᛟᛇᛗᛈᛞᛏᛇᛟᛃᛞᛈᛇᛜᛟᛞᛇᛃᛈᛏᛞᛟᛇᛗᛞᛈᛇᛟᛃᛞᛏᛇᛈᛟᛞᛇᛜᛃᛞᛈᛇᛟᛗᛞᛏᛇᛃᛈᛞᛟᛇᛏᛞᛈᛇᛟᛃᛞᛇᛗᛟᛈᛞ [52,146,554,152]
post-body-line: ᛚᛞᛟᛇᛈᛃᛞᛗᛇᛏᛈᛞᛟᛇᛃᛞᛈᛇᛟᛜᛞᛏᛇᛃᛈᛞᛟᛇᛗᛞᛈᛇᛟᛃᛞᛏᛇᛈᛟᛞᛇᛜᛃᛞᛈᛇᛟᛗᛞᛏᛇᛃᛈᛞᛟᛇᛏᛞᛈᛇᛟᛃᛞᛇᛗᛟᛈᛞᛏᛇᛃᛟᛞᛈᛇᛟᛞᛇᛃᛈᛏᛞᛟᛇᛗᛈᛞᛏᛇᛟᛃᛞᛈᛇᛜᛟᛞᛇᛃᛈᛏᛞᛟᛇᛗᛞᛈᛇᛟᛃᛞᛏᛇᛈᛟᛞᛇᛜᛃᛞᛈᛇᛟᛗᛞᛏᛇᛃᛈᛞᛟᛇᛏᛞᛈᛇᛟᛃᛞᛇᛗᛟᛈᛞᛏᛇᛃᛟᛞᛈᛇᛟᛞᛇ [52,426,551,432]
post-body-line: ᛟᛞᛃᛈᛇᛗᛟᛞᛏᛇᛃᛈᛞᛟᛇᛜᛞᛈᛇᛟᛃᛞᛏᛇᛗᛟᛞᛈᛇᛃᛏᛞᛟᛇᛈᛞᛜᛇᛟᛃᛞᛈᛇᛏᛞᛇᛟᛗᛈᛞᛃᛇᛟᛏᛞᛈᛇᛟᛞᛇᛃᛈᛟᛞᛇᛗᛟᛏᛞᛈᛇᛃᛟᛞᛇᛈᛟᛞᛗᛇᛏᛟᛞᛈᛇᛃᛞᛟᛇᛈᛞᛏᛇᛟᛃᛞᛈᛇᛜᛟᛞᛇᛃᛈᛏᛞᛟᛇᛗᛞᛈᛇᛟᛃᛞᛏᛇᛈᛟᛞᛇᛜᛃᛞᛈᛇᛟᛗᛞᛏᛇᛃᛈᛞᛟᛇᛏᛞᛈᛇᛟᛃᛞᛇᛗᛟᛈᛞᛏᛇᛃᛟᛞ [52,116,547,122]
post-body-line: ᛊᛟᛇᛃᛈᛞᛏᛇᛟᛜᛞᛈᛇᛃᛗᛞᛟᛇᛏᛞᛈᛃᛇᛟᛞᛗᛇᛏᛈᛞᛟᛇᛃᛞᛈᛇᛟᛜᛞᛏᛇᛃᛈᛞᛟᛇᛗᛞᛈᛇᛟᛃᛞᛏᛇᛈᛟᛞᛇᛜᛃᛞᛈᛇᛟᛗᛞᛏᛇᛃᛈᛞᛟᛇᛏᛞᛈᛇᛟᛃᛞᛇᛗᛟᛈᛞᛏᛇᛃᛟᛞᛈᛇᛟᛞᛇᛃᛈᛏᛞᛟᛇᛗᛈᛞᛏᛇᛟᛃᛞᛈᛇᛜᛟᛞᛇᛃᛈᛏᛞᛟᛇᛗᛞᛈᛇᛟᛃᛞᛏᛇᛈᛟᛞᛇᛜᛃᛞᛈᛇᛟᛗᛞᛏᛇᛃᛈᛞᛟ [52,286,534,292]
post-card [7,7,1192,585]
post-body-line: ᛇᛞᛟᛇᛈᛃᛞᛗᛇᛏᛈᛞᛟᛇᛃᛞᛈᛇᛟᛜᛞᛏᛇᛃᛈᛞᛟᛇᛗᛞᛈᛇᛟᛃᛞᛏᛇᛈᛟᛞᛇᛜᛃᛞᛈᛇᛟᛗᛞᛏᛇᛃᛈᛞᛟᛇᛏᛞᛈᛇᛟᛃᛞᛇᛗᛟᛈᛞᛏᛇᛃᛟᛞᛈᛇᛟᛞᛇᛃᛈᛏᛞᛟᛇᛗᛈᛞᛏᛇᛟᛃᛞᛈᛇᛜᛟᛞᛇᛃᛈᛏᛞᛟᛇᛗᛞᛈᛇᛟᛃᛞᛏᛇᛈᛟᛞᛇᛜᛃᛞᛈᛇᛟᛗᛞᛏᛇᛃᛈᛞᛟᛇᛏᛞᛈᛇᛟᛃᛞᛇᛗᛟᛈᛞᛏᛇᛃᛟᛞᛈᛇᛟ [52,446,544,452]
post-body-line: ᚷᚢᛇᚺᛏᛟᛇᚨᛞᛈᚺᛞᛟᚾᛈᛞᛊᛟᛈᚨᛞᚲᛜᛟᚺᛇᚲᛏᛖᛞᚷᚢᛏᚨᚢᚺᛞᚦᛟᛜᚲᛚᛞᛟᛃᛈᛇᛟᛞᛇᚢᚨᛚᛞᚨᛇᛖᛞᛟᛚᛜᛞᚷᛟᛇᚺᛚᛞᛏᚲᛖᚨᛇᛜᚲᛞᛈᛞᚾᚷᛟᛇᛟᛞᛏᚱᛞᛈᛖᛇᛜᛟᛚᛟᛈᚷᛞᛇᚢᛞᛇᛟᚹᛚᛞᚱᛏᛈᛇᛟᛞᛜᛇᛟᚦᛞᛏᛖᛇᛜᚾᛞᛟᚷᛇᛏᛈᛞᛟᛇᚢᛏᛇᛞᛏᛜᛇᛚᛟᛖᛈᛞᛇᛟᚺᛞᛞᛞᛖᛇᚨᛟᛏᛇᛞᛟᛜᛏᛇᚢᛞ [52,36,573,42]
post-body-line: ᛞᛗᛟᛈᛇᛃᛞᛏᛇᛗᛟᛞᛈᛇᛃᛏᛞᛟᛇᛈᛞᛜᛇᛟᛃᛞᛈᛇᛏᛞᛇᛟᛗᛈᛞᛃᛇᛟᛏᛞᛈᛇᛟᛞᛇᛃᛈᛟᛞᛇᛗᛟᛏᛞᛈᛇᛃᛟᛞᛇᛈᛟᛞᛗᛇᛏᛟᛞᛈᛇᛃᛞᛟᛇᛈᛞᛏᛇᛟᛃᛞᛈᛇᛜᛟᛞᛇᛃᛈᛏᛞᛟᛇᛗᛞᛈᛇᛟᛃᛞᛏᛇᛈᛟᛞᛇᛜᛃᛞᛈᛇᛟᛗᛞᛏᛇᛃᛈᛞᛟᛇᛏᛞᛈᛇᛟᛃᛞᛇᛗᛟᛈᛞᛏᛇᛃᛟᛞᛈᛇᛟᛞᛇᛃᛈᛏᛞᛟᛇ [52,256,534,262]
post-body-line: ᚷᛟᛇᛃᛈᛞᛏᛇᛟᛜᛞᛈᛇᛃᛗᛞᛟᛇᛏᛞᛈᛃᛇᛟᛞᛗᛇᛏᛈᛞᛟᛇᛃᛞᛈᛇᛟᛜᛞᛏᛇᛃᛈᛞᛟᛇᛗᛞᛈᛇᛟᛃᛞᛏᛇᛈᛟᛞᛇᛜᛃᛞᛈᛇᛟᛗᛞᛏᛇᛃᛈᛞᛟᛇᛏᛞᛈᛇᛟᛃᛞᛇᛗᛟᛈᛞᛏᛇᛃᛟᛞᛈᛇᛟᛞᛇᛃᛈᛏᛞᛟᛇᛗᛈᛞᛏᛇᛟᛃᛞᛈᛇᛜᛟᛞᛇᛃᛈᛏᛞᛟᛇᛗᛞᛈᛇᛟᛃᛞᛏᛇᛈᛟᛞᛇᛜᛃᛞᛈᛇᛟᛗᛞᛏᛇ [52,306,521,312]
spam-button[interactable]: Spam [1110,565,1145,580]
post-body-line: ᚨᛟᛇᛈᛃᛞᛗᛇᛏᛈᛞᛟᛇᛃᛞᛈᛇᛟᛜᛞᛏᛇᛃᛈᛞᛟᛇᛗᛞᛈᛇᛟᛃᛞᛏᛇᛈᛟᛞᛇᛜᛃᛞᛈᛇᛟᛗᛞᛏᛇᛃᛈᛞᛟᛇᛏᛞᛈᛇᛟᛃᛞᛇᛗᛟᛈᛞᛏᛇᛃᛟᛞᛈᛇᛟᛞᛇᛃᛈᛏᛞᛟᛇᛗᛈᛞᛏᛇᛟᛃᛞᛈᛇᛜᛟᛞᛇᛃᛈᛏᛞᛟᛇᛗᛞᛈᛇᛟᛃᛞᛏᛇᛈᛟᛞᛇᛜᛃᛞᛈᛇᛟᛗᛞᛏᛇᛃᛈᛞᛟᛇᛏᛞᛈᛇᛟᛃᛞᛇᛗᛟᛈᛞᛏᛇᛃᛟᛞᛈᛇᛟᛞᛇᛃᛈᛏᛞ [52,236,560,242]
timestamp [1061,8,1183,22]
post-body-line: ᚦᛟᛇᛃᛈᛞᛏᛇᛟᛜᛞᛈᛇᛃᛗᛞᛟᛇᛏᛞᛈᛃᛇᛟᛞᛗᛇᛏᛈᛞᛟᛇᛃᛞᛈᛇᛟᛜᛞᛏᛇᛃᛈᛞᛟᛇᛗᛞᛈᛇᛟᛃᛞᛏᛇᛈᛟᛞᛇᛜᛃᛞᛈᛇᛟᛗᛞᛏᛇᛃᛈᛞᛟᛇᛏᛞᛈᛇᛟᛃᛞᛇᛗᛟᛈᛞᛏᛇᛃᛟᛞᛈᛇᛟᛞᛇᛃᛈᛏᛞᛟᛇᛗᛈᛞᛏᛇᛟᛃᛞᛈᛇᛜᛟᛞᛇᛃᛈᛏᛞᛟᛇᛗᛞᛈᛇᛟᛃᛞᛏᛇᛈᛟᛞᛇᛜᛃᛞᛈᛇᛟᛗᛞᛏᛇᛃᛈᛞᛟᛇᛏᛞ [52,226,544,232]
post-body-line: ᚺᛚᚱᛖᛞᛟᛇᛈᛃᛞᛗᛇᛏᛈᛞᛟᛇᛃᛞᛈᛇᛟᛜᛞᛏᛇᛃᛈᛞᛟᛇᛗᛞᛈᛇᛟᛃᛞᛏᛇᛈᛟᛞᛇᛜᛃᛞᛈᛇᛟᛗᛞᛏᛇᛃᛈᛞᛟᛇᛏᛞᛈᛇᛟᛃᛞᛇᛗᛟᛈᛞᛏᛇᛃᛟᛞᛈᛇᛟᛞᛇᛃᛈᛏᛞᛟᛇᛗᛈᛞᛏᛇᛟᛃᛞᛈᛇᛜᛟᛞᛇᛃᛈᛏᛞᛟᛇᛗᛞᛈᛇᛟᛃᛞᛏᛇᛈᛟᛞᛇᛜᛃᛞᛈᛇᛟᛗᛞᛏᛇᛃᛈᛞᛟᛇᛏᛞᛈᛇᛟᛃᛞᛇᛗᛟᛈᛞᛏᛇᛃᛟᛞᛈᛇᛟᛞ [52,156,557,162]
post-body-line: ᛈᛟᛇᛃᛈᛞᛏᛇᛟᛜᛞᛈᛇᛃᛗᛞᛟᛇᛏᛞᛈᛃᛇᛟᛞᛗᛇᛏᛈᛞᛟᛇᛃᛞᛈᛇᛟᛜᛞᛏᛇᛃᛈᛞᛟᛇᛗᛞᛈᛇᛟᛃᛞᛏᛇᛈᛟᛞᛇᛜᛃᛞᛈᛇᛟᛗᛞᛏᛇᛃᛈᛞᛟᛇᛏᛞᛈᛇᛟᛃᛞᛇᛗᛟᛈᛞᛏᛇᛃᛟᛞᛈᛇᛟᛞᛇᛃᛈᛏᛞᛟᛇᛗᛈᛞᛏᛇᛟᛃᛞᛈᛇᛜᛟᛞᛇᛃᛈᛏᛞᛟᛇᛗᛞᛈᛇᛟᛃᛞᛏᛇᛈᛟᛞᛇᛜᛃᛞᛈᛇᛟᛗᛞᛏᛇᛃᛈᛞᛟᛇ [52,266,538,272]
action-bar [958,565,1186,580]
avatar [16,20,48,52]
post-body-line: ᚹᛟᛇᛃᛈᛞᛏᛇᛟᛜᛞᛈᛇᛃᛗᛞᛟᛇᛏᛞᛈᛃᛇᛟᛞᛗᛇᛏᛈᛞᛟᛇᛃᛞᛈᛇᛟᛜᛞᛏᛇᛃᛈᛞᛟᛇᛗᛞᛈᛇᛟᛃᛞᛏᛇᛈᛟᛞᛇᛜᛃᛞᛈᛇᛟᛗᛞᛏᛇᛃᛈᛞᛟᛇᛏᛞᛈᛇᛟᛃᛞᛇᛗᛟᛈᛞᛏᛇᛃᛟᛞᛈᛇᛟᛞᛇᛃᛈᛏᛞᛟᛇᛗᛈᛞᛏᛇᛟᛃᛞᛈᛇᛜᛟᛞᛇᛃᛈᛏᛞᛟᛇᛗᛞᛈᛇᛟᛃᛞᛏᛇᛈᛟᛞᛇᛜᛃᛞᛈᛇᛟᛗᛞ [52,346,515,352]
